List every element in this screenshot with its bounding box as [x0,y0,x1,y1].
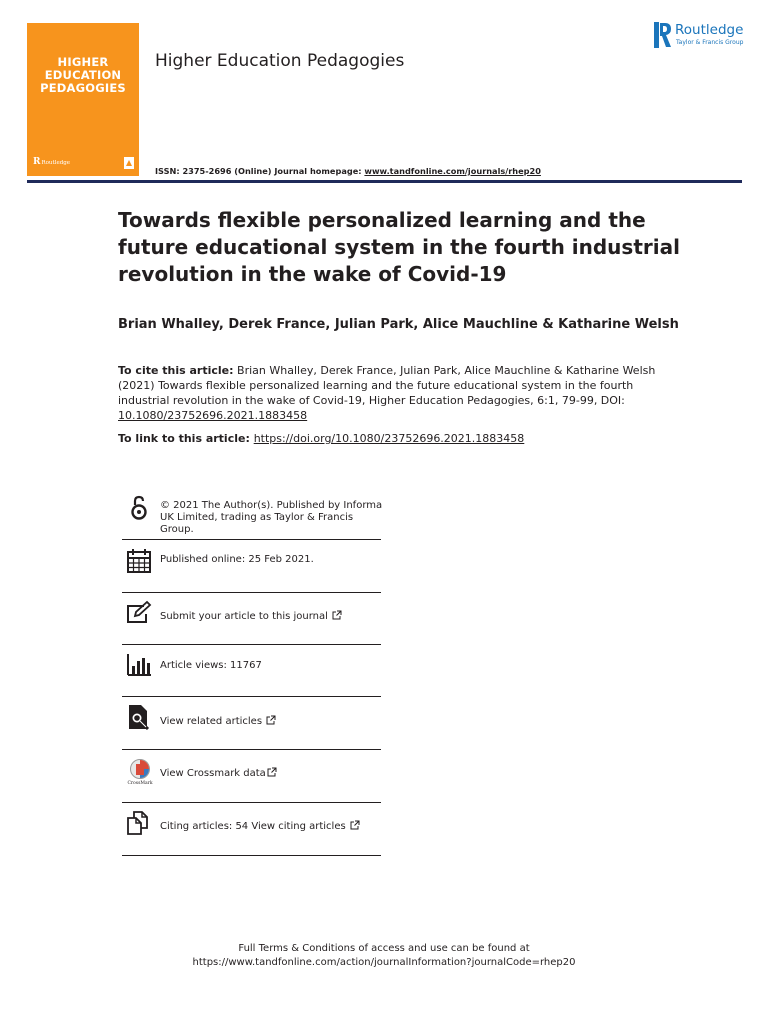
issn-text: ISSN: 2375-2696 (Online) Journal homepage: [155,166,365,176]
bar-chart-icon [126,652,152,678]
routledge-name: Routledge [675,22,744,38]
article-link-label: To link to this article: [118,432,254,445]
article-title-line: revolution in the wake of Covid-19 [118,262,507,286]
submit-article-label: Submit your article to this journal [160,611,328,622]
license-line: © 2021 The Author(s). Published by Informa [160,500,383,511]
external-link-icon [267,767,277,777]
journal-homepage-link[interactable]: www.tandfonline.com/journals/rhep20 [364,166,541,176]
routledge-r-icon [654,22,672,48]
citation-doi-line [118,408,678,423]
citation-block [118,363,678,423]
terms-text: Full Terms & Conditions of access and use can be found at [238,943,530,954]
related-articles-item[interactable] [122,697,381,750]
article-views-item [122,645,381,697]
submit-article-item[interactable] [122,593,381,645]
terms-link[interactable]: https://www.tandfonline.com/action/journalInformation?journalCode=rhep20 [192,957,576,968]
crossmark-label: View Crossmark data [160,768,266,779]
document-search-icon [126,704,152,730]
article-title-line: Towards flexible personalized learning and the [118,208,646,232]
taylor-francis-icon [124,157,134,169]
cover-title [27,56,139,95]
issn-line [155,166,541,176]
crossmark-link[interactable] [160,767,277,780]
header-divider [27,180,742,183]
citation-text: Brian Whalley, Derek France, Julian Park, Alice Mauchline & Katharine Welsh [233,364,656,377]
external-link-icon [332,610,342,620]
license-text [160,500,382,536]
citing-articles-link[interactable] [160,820,360,833]
article-doi-link[interactable]: https://doi.org/10.1080/23752696.2021.1883458 [253,432,525,445]
citation-line: (2021) Towards flexible personalized learning and the future educational system in the fourth [118,379,634,392]
routledge-logo [654,22,749,50]
citing-articles-icon [126,810,152,836]
crossmark-item[interactable] [122,750,381,803]
cover-publisher-r-icon: R [33,157,41,167]
license-line: Group. [160,524,194,535]
citation-line: industrial revolution in the wake of Covid-19, Higher Education Pedagogies, 6:1, 79-99, DOI: [118,394,625,407]
external-link-icon [266,715,276,725]
cover-publisher [33,159,70,167]
submit-article-link[interactable] [160,610,342,623]
cover-title-line: HIGHER [57,55,109,69]
license-line: UK Limited, trading as Taylor & Francis [160,512,354,523]
article-views-count: Article views: 11767 [160,660,262,671]
citing-articles-label: Citing articles: 54 View citing articles [160,821,346,832]
article-title [118,207,678,288]
terms-footer [0,942,768,970]
article-link-line [118,431,524,446]
edit-icon [126,600,152,626]
article-authors: Brian Whalley, Derek France, Julian Park, Alice Mauchline & Katharine Welsh [118,317,679,332]
routledge-subtitle: Taylor & Francis Group [676,39,744,46]
cover-title-line: EDUCATION [44,68,122,82]
citation-label: To cite this article: [118,364,234,377]
crossmark-logo-text: CrossMark [127,781,153,786]
related-articles-label: View related articles [160,716,263,727]
article-title-line: future educational system in the fourth industrial [118,235,680,259]
cover-publisher-label: Routledge [41,160,70,166]
published-date: Published online: 25 Feb 2021. [160,554,314,565]
citation-line [118,363,678,378]
related-articles-link[interactable] [160,715,276,728]
external-link-icon [350,820,360,830]
citation-doi-link[interactable]: 10.1080/23752696.2021.1883458 [118,409,308,422]
cover-title-line: PEDAGOGIES [40,81,126,95]
open-access-icon [126,495,152,521]
journal-cover [27,23,139,176]
calendar-icon [126,548,152,574]
license-item [122,490,381,540]
journal-name: Higher Education Pedagogies [155,51,405,71]
crossmark-icon [126,758,154,786]
citing-articles-item[interactable] [122,803,381,856]
published-item [122,540,381,593]
